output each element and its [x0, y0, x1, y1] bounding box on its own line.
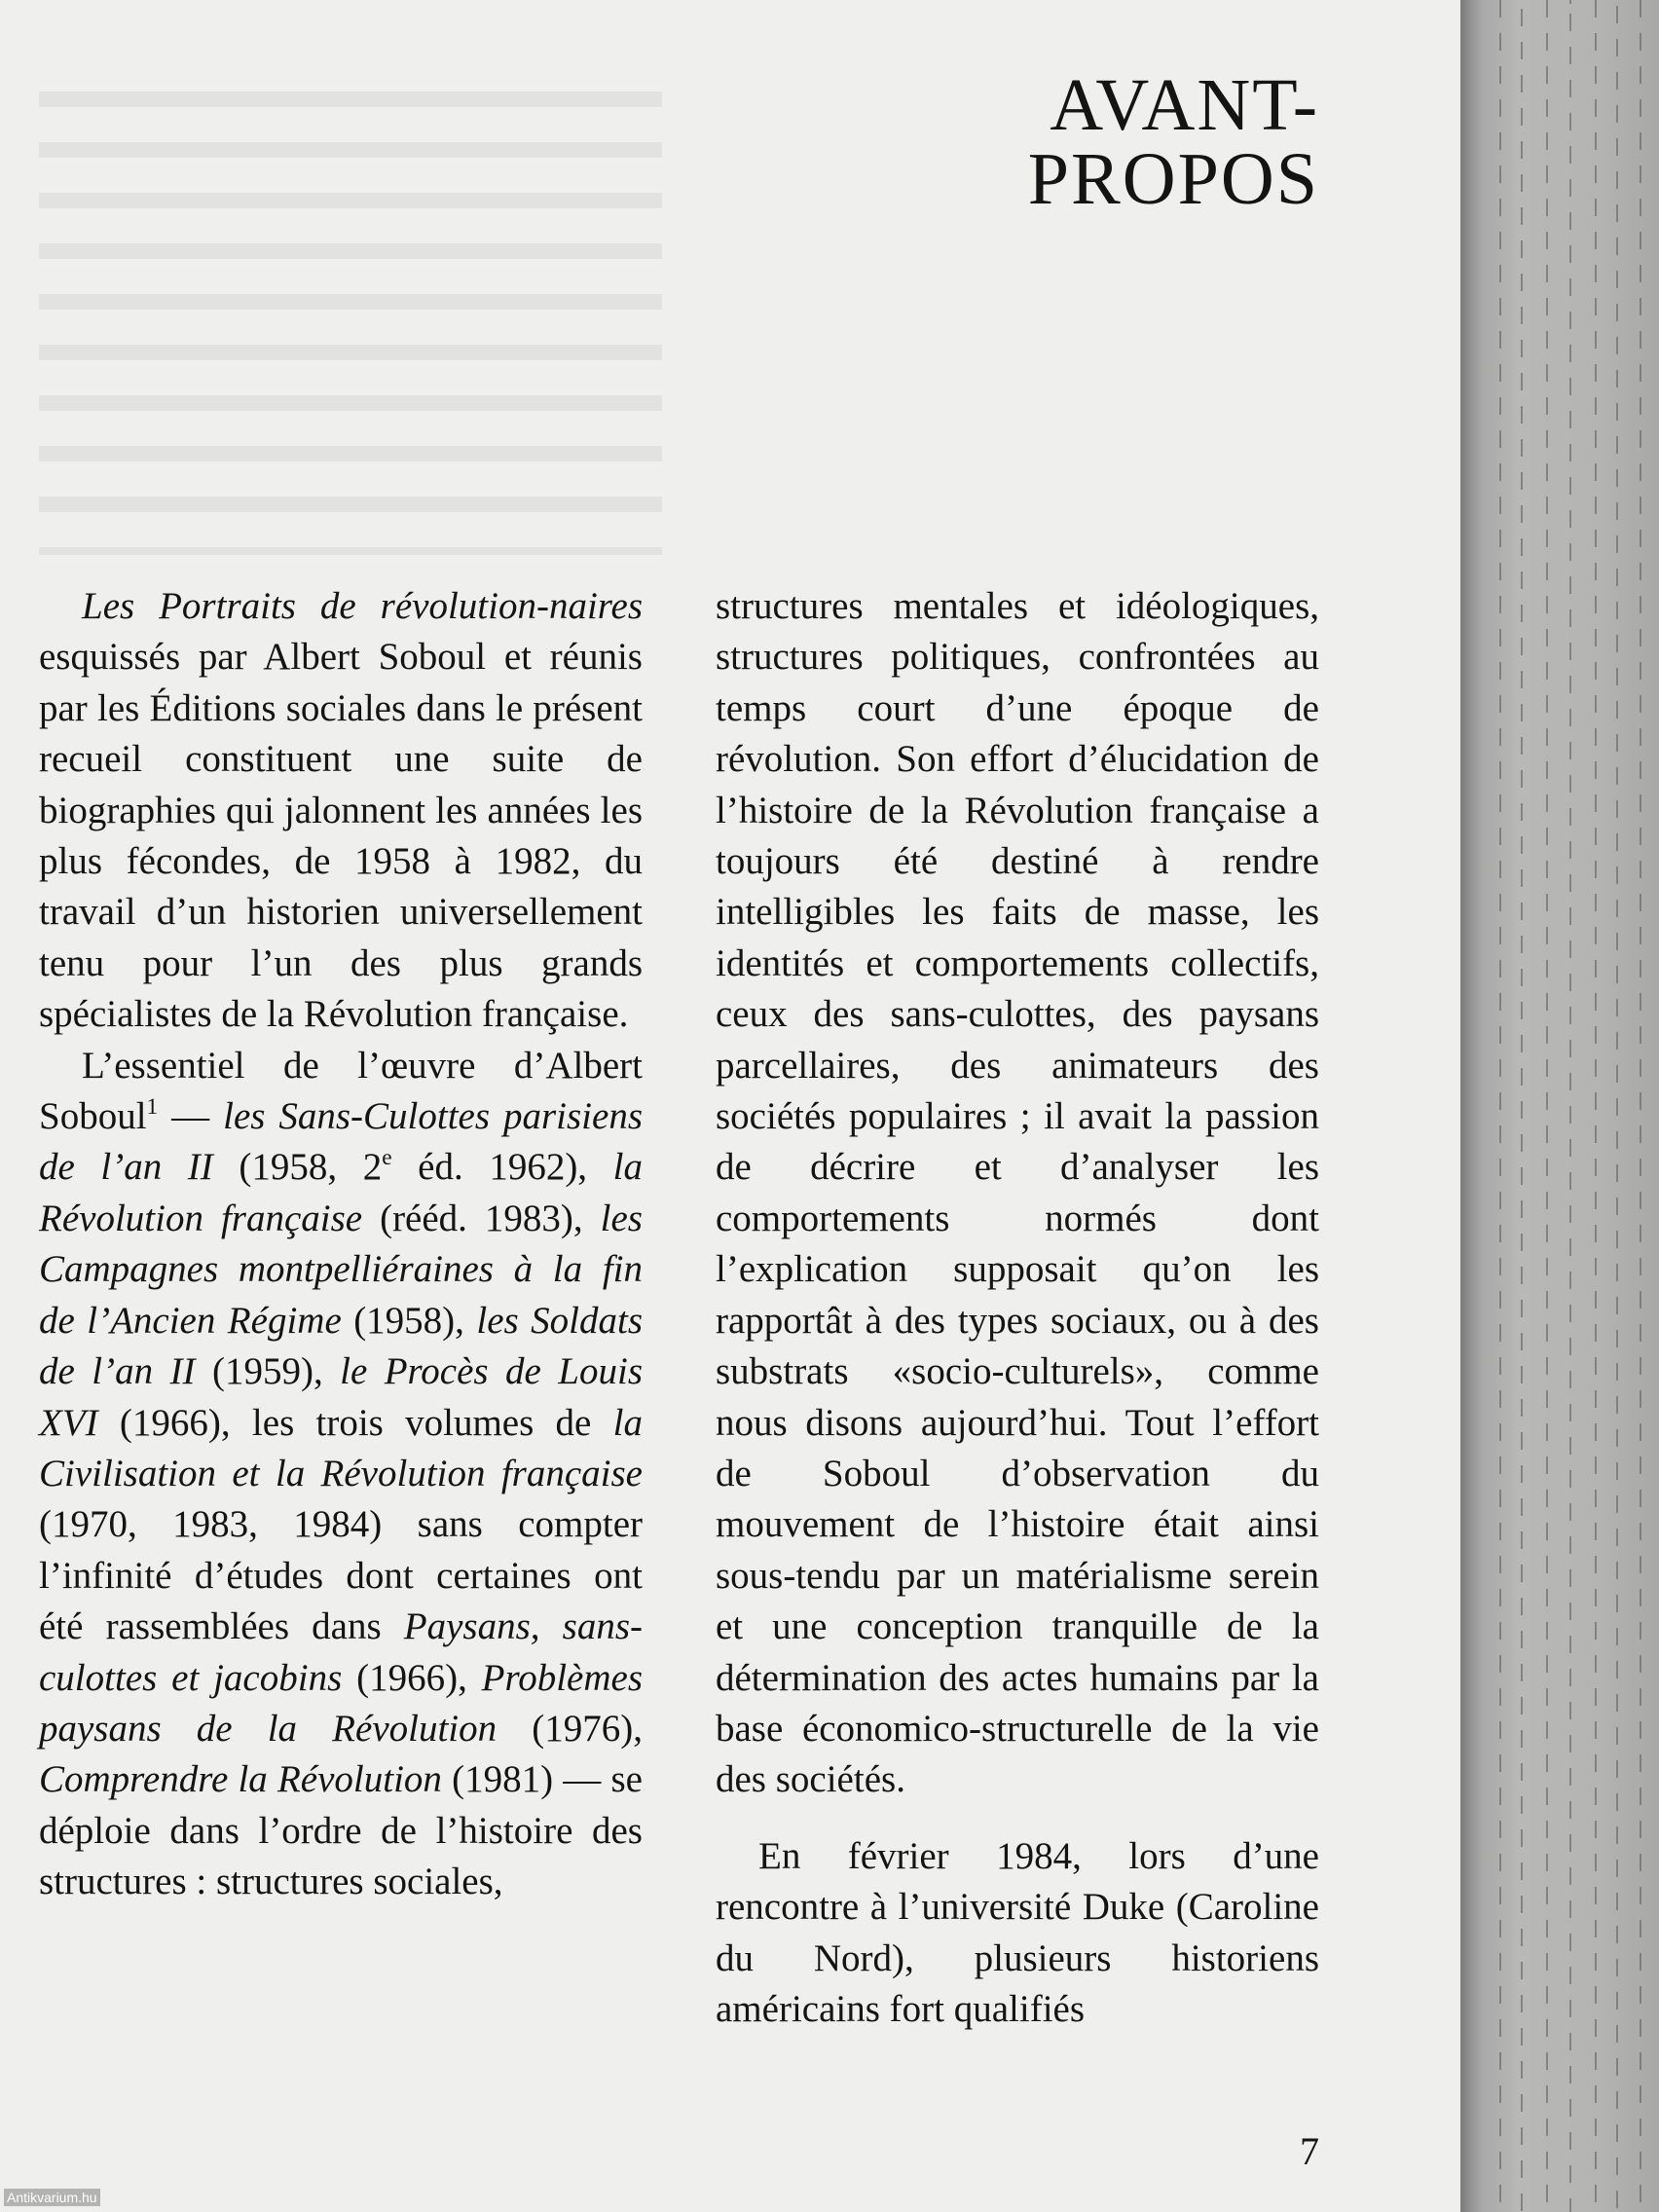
footnote-marker: 1	[146, 1093, 159, 1120]
page-edge-line	[1521, 0, 1523, 2212]
right-column	[716, 581, 1319, 2035]
book-title-civilisation: la Civilisation et la Révolution française	[39, 1401, 643, 1494]
book-title-portraits-end: naires	[548, 585, 643, 627]
book-title-soldats: les Soldats de l’an II	[39, 1299, 643, 1393]
page-title: AVANT-PROPOS	[1027, 64, 1319, 220]
page-edge-line	[1499, 0, 1501, 2212]
page-edge-line	[1569, 0, 1571, 2212]
page-edge-line	[1595, 0, 1597, 2212]
left-p2-text-12: (1981) — se déploie dans l’ordre de l’histoire des structures : structures sociales,	[39, 1758, 643, 1903]
book-title-proces: le Procès de Louis XVI	[39, 1350, 643, 1444]
left-p2-text-2: —	[158, 1095, 224, 1138]
book-title-comprendre: Comprendre la Révolution	[39, 1758, 442, 1801]
book-title-sans-culottes: les Sans-Culottes parisiens de l’an II	[39, 1095, 643, 1189]
left-paragraph-1	[39, 581, 643, 1041]
book-title-portraits: Les Portraits de révolution-	[82, 585, 549, 627]
page-edge-line	[1546, 0, 1548, 2212]
left-paragraph-1-text: esquissés par Albert Soboul et réunis par les Éditions sociales dans le présent recueil constituent une suite de biographies qui jalonnent les années les plus fécondes, de 1958 à 1982, du travail d’un historien universellement tenu pour l’un des plus grands spécialistes de la Révolution française.	[39, 636, 643, 1036]
show-through-text-left	[39, 68, 662, 555]
page-edge-line	[1640, 0, 1641, 2212]
edition-superscript: e	[382, 1145, 392, 1171]
page-edge-line	[1616, 0, 1618, 2212]
book-title-campagnes: les Campagnes montpelliéraines à la fin de l’Ancien Régime	[39, 1197, 643, 1342]
book-title-paysans: Paysans, sans-culottes et jacobins	[39, 1605, 643, 1699]
left-p2-text-9: (1970, 1983, 1984) sans compter l’infinité d’études dont certaines ont été rassemblées dans	[39, 1503, 643, 1648]
left-p2-text-11: (1976),	[497, 1707, 643, 1750]
left-p2-text-3: (1958, 2	[212, 1146, 383, 1189]
left-p2-text-1: L’essentiel de l’œuvre d’Albert Soboul	[39, 1044, 643, 1138]
book-title-revolution: la Révolution française	[39, 1146, 643, 1239]
right-paragraph-1: structures mentales et idéologiques, structures politiques, confrontées au temps court d’une époque de révolution. Son effort d’élucidation de l’histoire de la Révolution française a toujours été destiné à rendre intelligibles les faits de masse, les identités et comportements collectifs, ceux des sans-culottes, des paysans parcellaires, des animateurs des sociétés populaires ; il avait la passion de décrire et d’analyser les comportements normés dont l’explication supposait qu’on les rapportât à des types sociaux, ou à des substrats «socio-culturels», comme nous disons aujourd’hui. Tout l’effort de Soboul d’observation du mouvement de l’histoire était ainsi sous-tendu par un matérialisme serein et une conception tranquille de la détermination des actes humains par la base économico-structurelle de la vie des sociétés.	[716, 585, 1319, 1801]
left-paragraph-2	[39, 1041, 643, 1908]
left-p2-text-7: (1959),	[195, 1350, 341, 1393]
right-paragraph-2: En février 1984, lors d’une rencontre à l’université Duke (Caroline du Nord), plusieurs historiens américains fort qualifiés	[716, 1834, 1319, 2030]
page-number: 7	[1300, 2129, 1319, 2173]
left-p2-text-8: (1966), les trois volumes de	[97, 1401, 613, 1444]
watermark: Antikvarium.hu	[4, 2189, 100, 2206]
left-p2-text-6: (1958),	[341, 1299, 477, 1342]
book-page-edges	[1460, 0, 1659, 2212]
left-p2-text-5: (rééd. 1983),	[362, 1197, 601, 1239]
left-p2-text-4: éd. 1962),	[391, 1146, 613, 1189]
left-p2-text-10: (1966),	[342, 1656, 482, 1699]
book-title-problemes: Problèmes paysans de la Révolution	[39, 1656, 643, 1750]
left-column	[39, 581, 643, 1908]
